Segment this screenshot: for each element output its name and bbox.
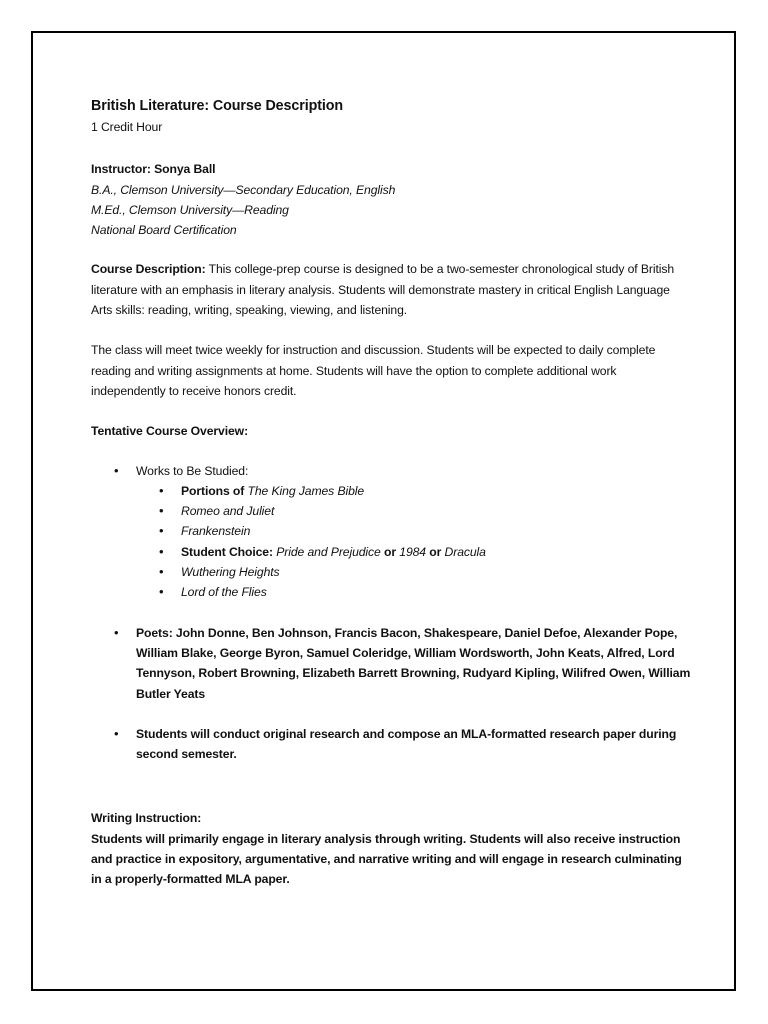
work-title: Lord of the Flies	[181, 585, 267, 600]
work-item	[181, 481, 691, 501]
work-item	[181, 521, 691, 541]
document-page	[31, 31, 736, 991]
credential-med: M.Ed., Clemson University—Reading	[91, 202, 289, 217]
meeting-paragraph: The class will meet twice weekly for instruction and discussion. Students will be expected to daily complete reading and writing assignments at home. Students will have the option to complete additional work independently to receive honors credit.	[91, 343, 656, 398]
work-item	[181, 582, 691, 602]
work-title: Wuthering Heights	[181, 565, 280, 580]
credit-hours: 1 Credit Hour	[91, 120, 163, 134]
work-item	[181, 542, 691, 562]
or-connector: or	[425, 544, 445, 559]
course-description-paragraph	[91, 259, 691, 320]
overview-heading: Tentative Course Overview:	[91, 424, 249, 439]
works-list	[136, 481, 691, 603]
writing-instruction-text: Students will primarily engage in literary analysis through writing. Students will also receive instruction and practice in expository, argumentative, and narrative writing and will engage in research culminating in a properly-formatted MLA paper.	[91, 831, 682, 887]
student-choice-label: Student Choice:	[181, 544, 277, 559]
or-connector: or	[380, 544, 400, 559]
works-label: Works to Be Studied:	[136, 463, 249, 478]
work-title: Romeo and Juliet	[181, 504, 275, 519]
overview-list	[91, 461, 691, 765]
work-item	[181, 562, 691, 582]
document-title: British Literature: Course Description	[91, 98, 344, 114]
research-text: Students will conduct original research and compose an MLA-formatted research paper during second semester.	[136, 726, 677, 762]
credential-nbc: National Board Certification	[91, 223, 237, 238]
works-item	[136, 461, 691, 603]
research-item	[136, 724, 691, 765]
work-item	[181, 501, 691, 521]
course-description-label: Course Description:	[91, 262, 206, 277]
poets-text: Poets: John Donne, Ben Johnson, Francis Bacon, Shakespeare, Daniel Defoe, Alexander Pope, William Blake, George Byron, Samuel Coleridge, William Wordsworth, John Keats, Alfred, Lord Tennyson, Robert Browning, Elizabeth Barrett Browning, Rudyard Kipling, Wilifred Owen, William Butler Yeats	[136, 625, 691, 701]
work-title: 1984	[399, 544, 426, 559]
document-content	[91, 95, 691, 890]
poets-item	[136, 623, 691, 704]
work-title: Dracula	[444, 544, 486, 559]
credential-ba: B.A., Clemson University—Secondary Education, English	[91, 182, 396, 197]
instructor-heading: Instructor: Sonya Ball	[91, 162, 216, 177]
work-title: The King James Bible	[247, 483, 365, 498]
writing-instruction-heading: Writing Instruction:	[91, 811, 202, 826]
course-description-text: This college-prep course is designed to be a two-semester chronological study of British literature with an emphasis in literary analysis. Students will demonstrate mastery in critical English Language Arts skills: reading, writing, speaking, viewing, and listening.	[91, 262, 675, 318]
work-title: Pride and Prejudice	[276, 544, 381, 559]
portions-prefix: Portions of	[181, 483, 248, 498]
work-title: Frankenstein	[181, 524, 251, 539]
